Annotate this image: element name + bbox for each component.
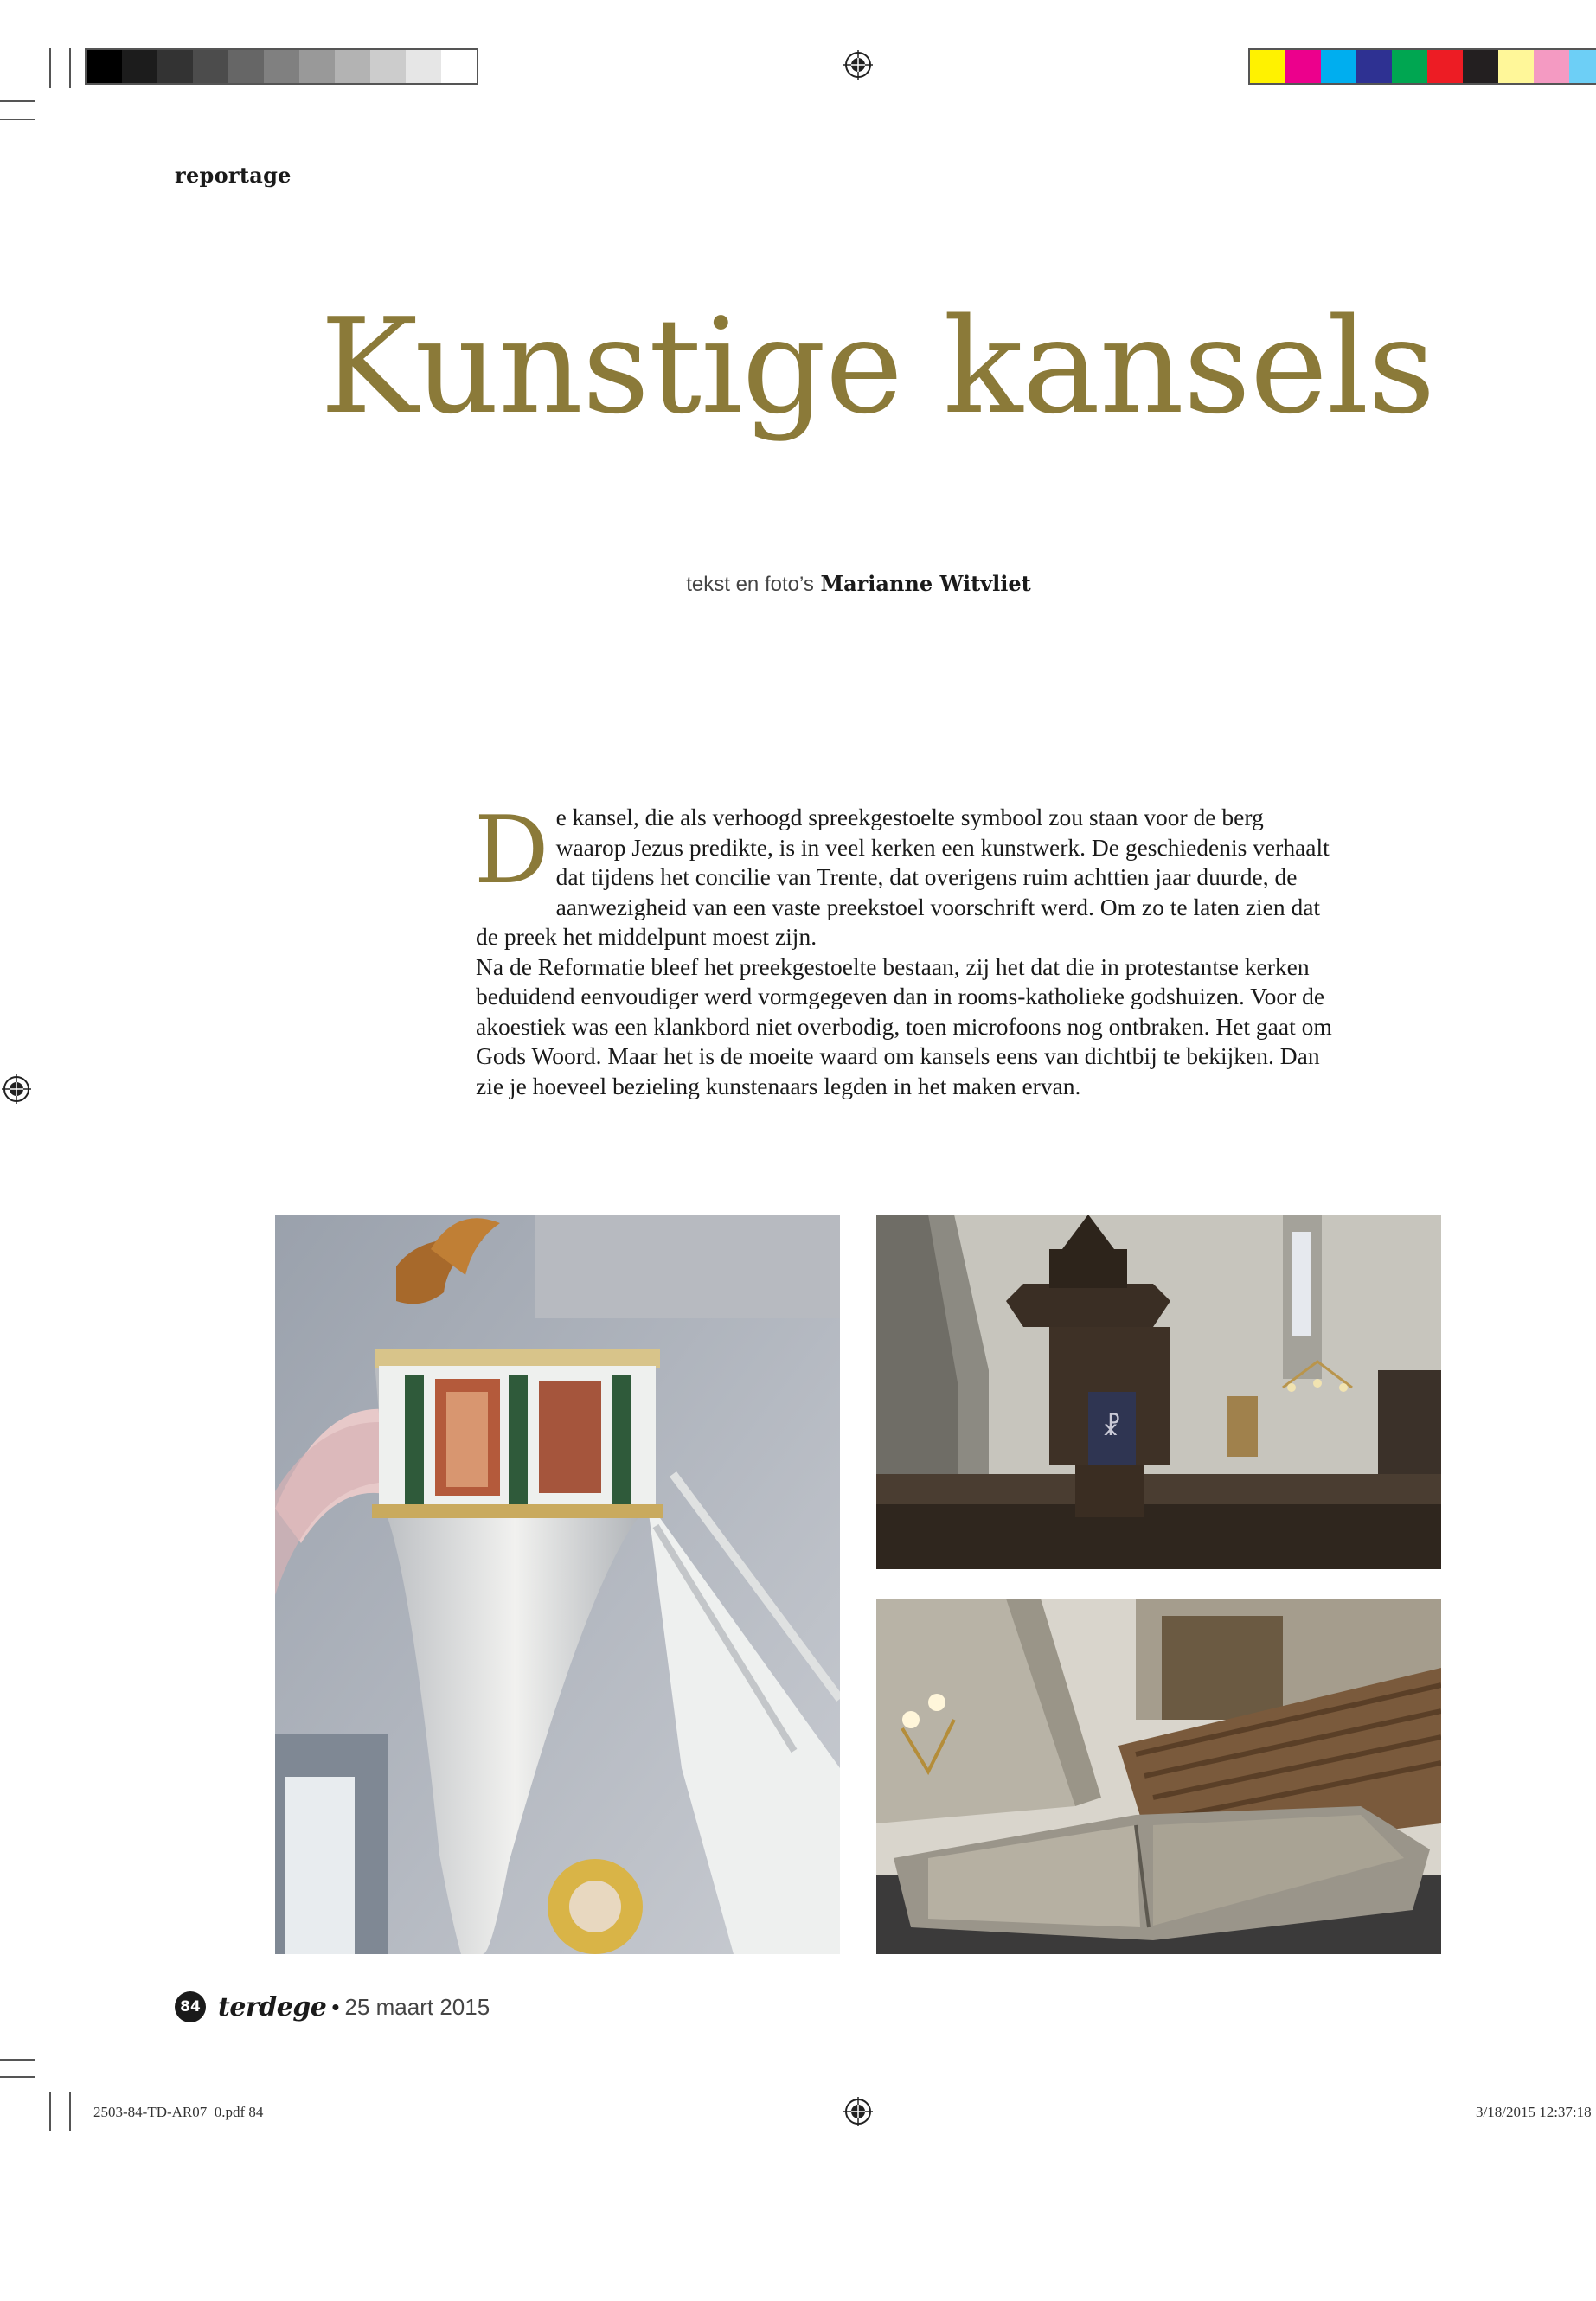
crop-mark: [0, 119, 35, 120]
intro-paragraph: e kansel, die als verhoogd spreekgestoelte symbool zou staan voor de berg waarop Jezus predikte, is in veel kerken een kunstwerk. De geschiedenis verhaalt dat tijdens het concilie van Trente, dat overigens ruim achttien jaar duurde, de aanwezigheid van een vaste preekstoel voorschrift werd. Om zo te laten zien dat de preek het middelpunt moest zijn.: [476, 804, 1330, 950]
svg-text:☧: ☧: [1102, 1413, 1121, 1441]
registration-mark-icon: [2, 1074, 31, 1104]
magazine-logo: terdege: [218, 1991, 327, 2022]
issue-date: 25 maart 2015: [344, 1993, 490, 2020]
crop-mark: [49, 2092, 51, 2131]
registration-mark-icon: [843, 2097, 873, 2126]
crop-mark: [69, 48, 71, 88]
intro-paragraph: Na de Reformatie bleef het preekgestoelte bestaan, zij het dat die in protestantse kerken beduidend eenvoudiger werd vormgegeven dan in rooms-katholieke godshuizen. Voor de akoestiek was een klankbord niet overbodig, toen microfoons nog ontbraken. Het gaat om Gods Woord. Maar het is de moeite waard om kansels eens van dichtbij te bekijken. Dan zie je hoeveel bezieling kunstenaars legden in het maken ervan.: [476, 952, 1332, 1099]
photo-dark-wood-pulpit: [876, 1215, 1441, 1569]
page-footer: [175, 1990, 490, 2024]
section-label: reportage: [175, 163, 292, 188]
registration-mark-icon: [843, 50, 873, 80]
photo-open-bible: [876, 1599, 1441, 1954]
headline: Kunstige kansels: [320, 290, 1435, 443]
byline: [0, 571, 1596, 597]
byline-author: Marianne Witvliet: [820, 571, 1031, 596]
crop-mark: [49, 48, 51, 88]
drop-cap: D: [474, 797, 549, 905]
crop-mark: [0, 2076, 35, 2078]
print-slug-file: 2503-84-TD-AR07_0.pdf 84: [93, 2104, 264, 2120]
crop-mark: [0, 100, 35, 102]
grayscale-bar: [85, 48, 478, 85]
crop-mark: [0, 2059, 35, 2061]
color-bar: [1248, 48, 1596, 85]
intro-text: [474, 797, 1336, 1101]
photo-white-pulpit: [275, 1215, 840, 1954]
page-number: 84: [175, 1991, 206, 2022]
footer-separator: •: [331, 1993, 340, 2020]
print-slug-timestamp: 3/18/2015 12:37:18: [1476, 2104, 1592, 2120]
crop-mark: [69, 2092, 71, 2131]
byline-prefix: tekst en foto’s: [686, 573, 814, 596]
